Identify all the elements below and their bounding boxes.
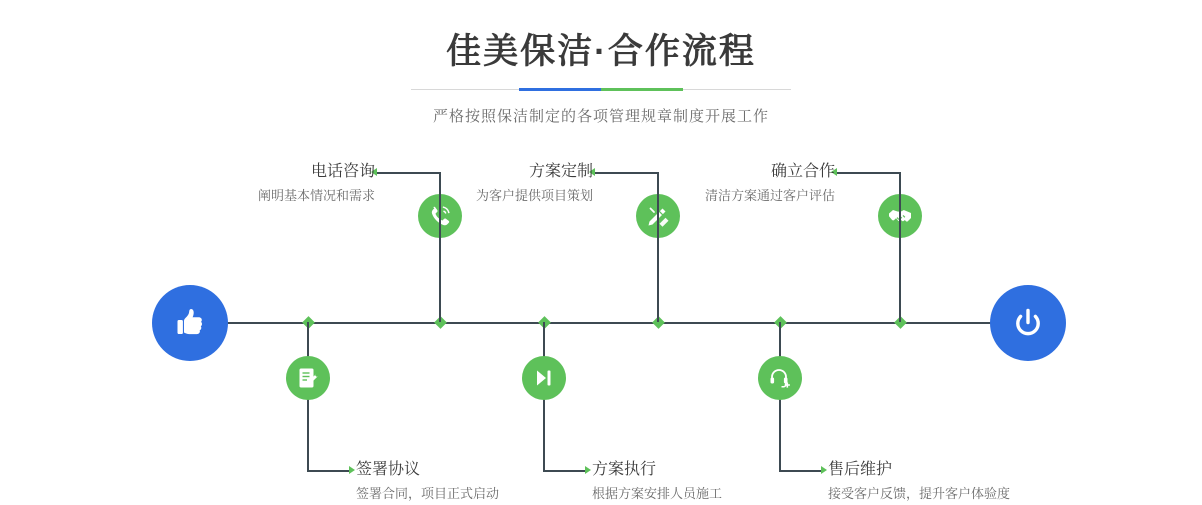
step-title: 方案定制 [528,163,593,180]
step-label-4 [592,459,822,505]
step-desc: 清洁方案通过客户评估 [704,188,835,203]
step-desc: 根据方案安排人员施工 [592,486,723,501]
step-desc: 阐明基本情况和需求 [257,188,375,203]
play-forward-icon [522,356,566,400]
node-stem [899,238,901,322]
step-desc: 接受客户反馈，提升客户体验度 [828,486,1011,501]
step-label-6 [828,459,1088,505]
node-elbow-arm [837,172,899,174]
headset-support-icon [758,356,802,400]
step-desc: 签署合同，项目正式启动 [356,486,500,501]
header [0,30,1202,126]
node-arrow [821,466,827,474]
step-title: 方案执行 [592,461,657,478]
node-elbow-arm [781,470,821,472]
node-elbow-arm [545,470,585,472]
node-elbow-vertical [307,406,309,472]
node-stem [439,238,441,322]
divider-accent-blue [519,88,601,91]
node-elbow-arm [309,470,349,472]
node-arrow [349,466,355,474]
divider-accent-green [601,88,683,91]
step-title: 售后维护 [828,461,893,478]
node-elbow-vertical [543,406,545,472]
step-title: 签署协议 [356,461,421,478]
page-subtitle: 严格按照保洁制定的各项管理规章制度开展工作 [432,108,769,125]
timeline-end-marker [990,285,1066,361]
timeline-start-marker [152,285,228,361]
title-divider [411,88,791,91]
thumbs-up-icon [170,303,210,343]
node-arrow [585,466,591,474]
step-title: 确立合作 [770,163,835,180]
step-label-3 [403,161,593,207]
document-edit-icon [286,356,330,400]
page-title: 佳美保洁·合作流程 [446,32,756,71]
node-elbow-vertical [779,406,781,472]
node-stem [657,238,659,322]
step-label-2 [356,459,586,505]
step-desc: 为客户提供项目策划 [475,188,593,203]
node-elbow-vertical [899,172,901,238]
power-icon [1008,303,1048,343]
step-label-1 [185,161,375,207]
process-timeline [0,150,1202,502]
step-label-5 [635,161,835,207]
step-title: 电话咨询 [310,163,375,180]
